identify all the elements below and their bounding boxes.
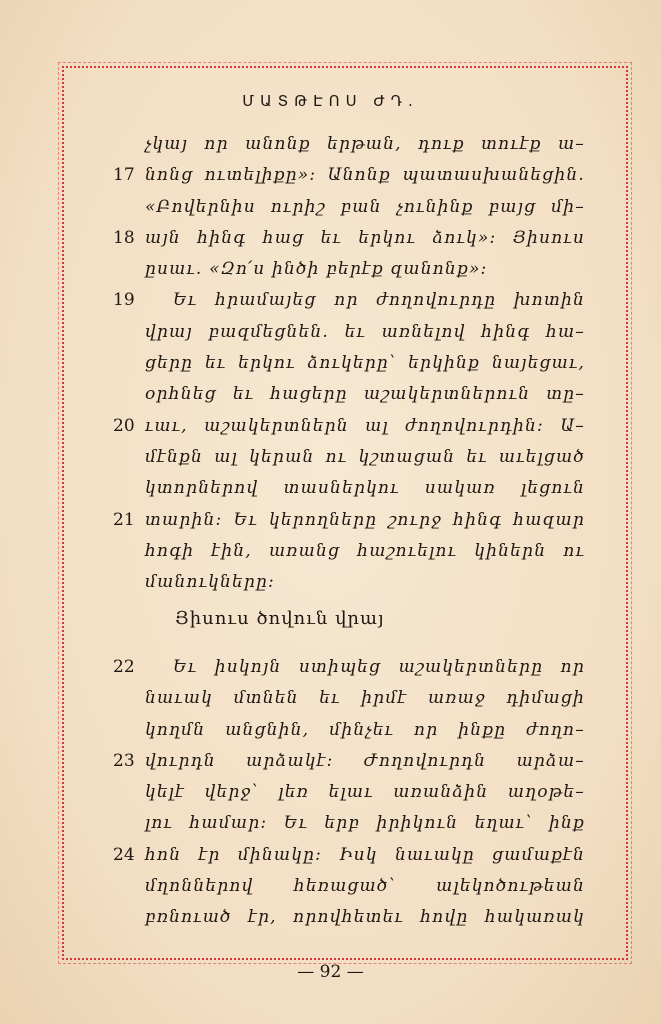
text-line: նոնց ուտելիքը»: Անոնք պատասխանեցին. bbox=[145, 165, 585, 186]
text-line: ւաւ, աշակերտներն ալ ժողովուրդին: Ա– bbox=[145, 415, 585, 436]
verse-number: 21 bbox=[113, 509, 135, 530]
text-line: «Բովերնիս ուրիշ բան չունինք բայց մի– bbox=[145, 196, 585, 217]
verse-number bbox=[113, 683, 143, 714]
verse-number bbox=[113, 715, 143, 746]
verse-number bbox=[113, 317, 143, 348]
text-line: կելէ վերջ՝ լեռ ելաւ առանձին աղօթե– bbox=[145, 782, 585, 803]
section-heading: Յիսուս ծովուն վրայ bbox=[175, 608, 385, 629]
verse-number: 20 bbox=[113, 415, 135, 436]
verse-number bbox=[113, 536, 143, 567]
verse-number bbox=[113, 379, 143, 410]
text-line: չկայ որ անոնք երթան, դուք տուէք ա– bbox=[145, 134, 585, 154]
text-line: այն հինգ հաց եւ երկու ձուկ»: Յիսուս bbox=[145, 227, 585, 248]
text-line: լու համար: Եւ երբ իրիկուն եղաւ՝ ինք bbox=[145, 813, 585, 834]
text-line: ցերը եւ երկու ձուկերը՝ երկինք նայեցաւ, bbox=[145, 353, 585, 374]
text-line: օրհնեց եւ հացերը աշակերտներուն տը– bbox=[145, 384, 585, 405]
text-line: տարին: Եւ կերողները շուրջ հինգ հազար bbox=[145, 509, 585, 530]
verse-numbers-block-1 bbox=[113, 129, 143, 598]
verse-number bbox=[113, 567, 143, 598]
text-line: հոգի էին, առանց հաշուելու կիներն ու bbox=[145, 540, 585, 561]
text-line: բռնուած էր, որովհետեւ հովը հակառակ bbox=[145, 907, 585, 928]
text-line: նաւակ մտնեն եւ իրմէ առաջ դիմացի bbox=[145, 688, 585, 709]
verse-number bbox=[113, 348, 143, 379]
verse-number: 17 bbox=[113, 165, 135, 186]
verse-number: 18 bbox=[113, 227, 135, 248]
verse-number: 19 bbox=[113, 290, 135, 311]
text-line: Եւ հրամայեց որ ժողովուրդը խոտին bbox=[173, 290, 585, 311]
verse-number bbox=[113, 777, 143, 808]
text-line: մէնքն ալ կերան ու կշտացան եւ աւելցած bbox=[145, 446, 585, 467]
verse-number bbox=[113, 442, 143, 473]
verse-number bbox=[113, 808, 143, 839]
verse-number bbox=[113, 192, 143, 223]
page-number: — 92 — bbox=[297, 962, 364, 982]
verse-number: 22 bbox=[113, 657, 135, 677]
verse-number bbox=[113, 129, 143, 160]
verse-numbers-block-2 bbox=[113, 652, 143, 934]
verse-number: 23 bbox=[113, 750, 135, 771]
text-line: կողմն անցնին, մինչեւ որ ինքը ժողո– bbox=[145, 719, 585, 740]
text-line: Եւ իսկոյն ստիպեց աշակերտները որ bbox=[173, 657, 585, 677]
verse-number: 24 bbox=[113, 844, 135, 865]
verse-number bbox=[113, 254, 143, 285]
text-line: մղոններով հեռացած՝ ալեկոծութեան bbox=[145, 876, 585, 897]
text-line: վուրդն արձակէ: Ժողովուրդն արձա– bbox=[145, 750, 585, 771]
text-block-1 bbox=[145, 129, 585, 598]
text-line: հոն էր մինակը: Իսկ նաւակը ցամաքէն bbox=[145, 844, 585, 865]
verse-number bbox=[113, 473, 143, 504]
text-line: վրայ բազմեցնեն. եւ առնելով հինգ հա– bbox=[145, 321, 585, 342]
verse-number bbox=[113, 871, 143, 902]
text-block-2 bbox=[145, 652, 585, 934]
verse-number bbox=[113, 902, 143, 933]
text-line: կտորներով տասներկու սակառ լեցուն bbox=[145, 478, 585, 499]
text-line: մանուկները: bbox=[145, 572, 275, 593]
text-line: ըսաւ. «Զո՛ս ինծի բերէք զանոնք»: bbox=[145, 259, 488, 280]
running-head: ՄԱՏԹԷՈՍ ԺԴ. bbox=[242, 92, 419, 110]
